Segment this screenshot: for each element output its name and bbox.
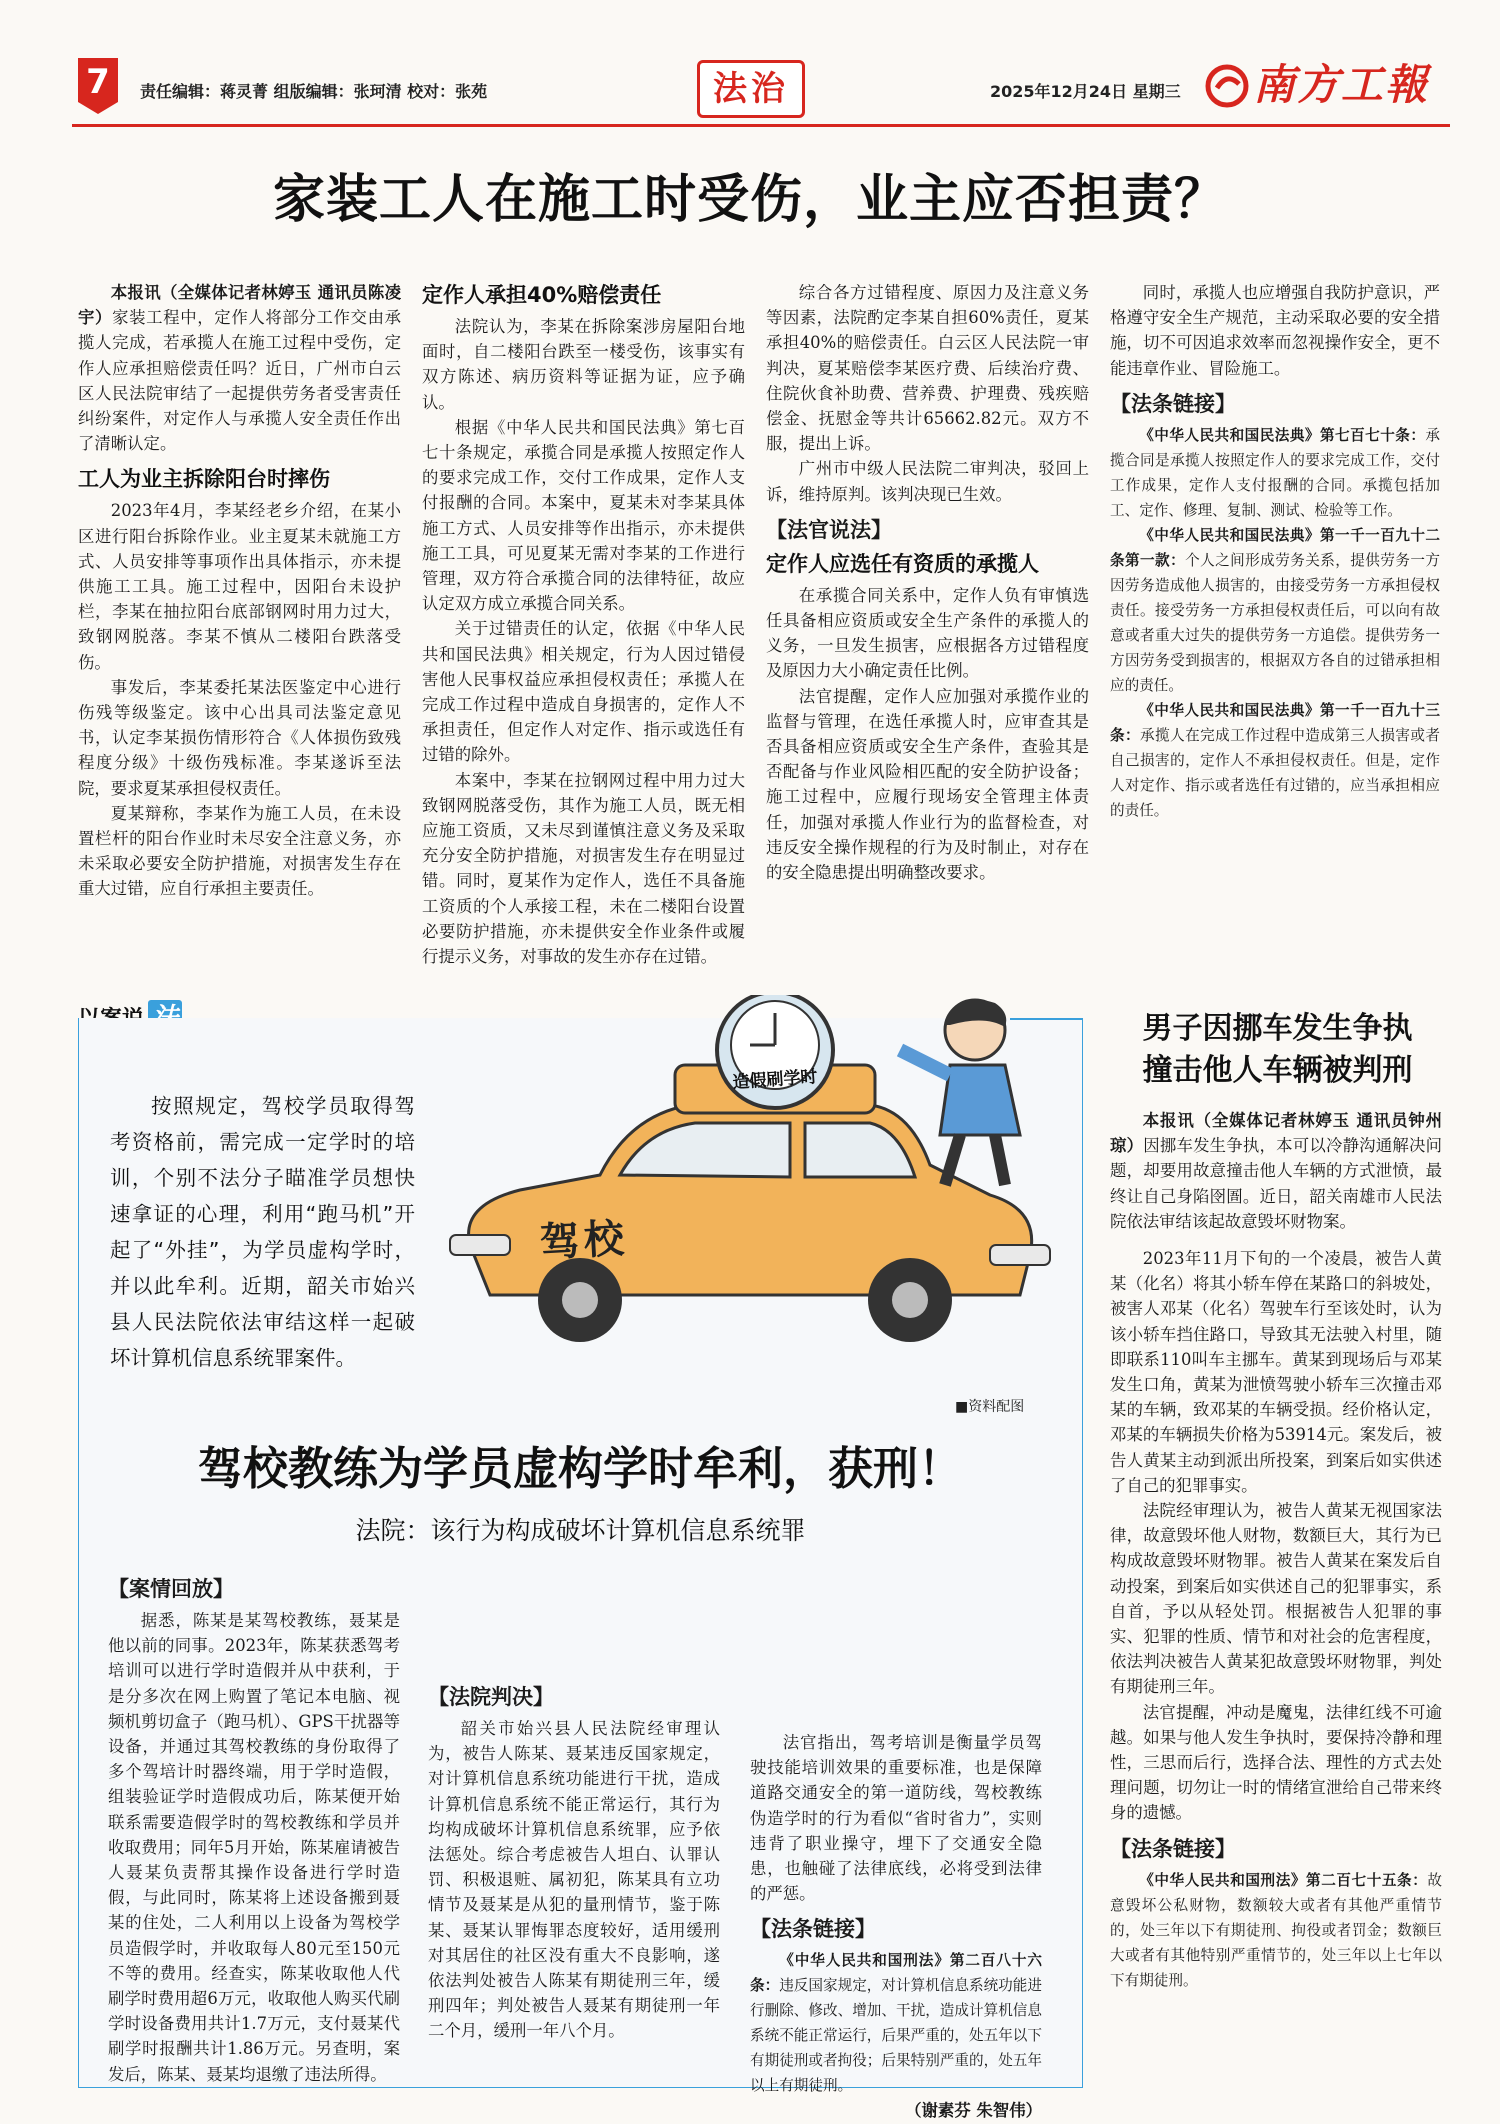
feature-para: 据悉，陈某是某驾校教练，聂某是他以前的同事。2023年，陈某获悉驾考培训可以进行学时造假并从中获利，于是分多次在网上购置了笔记本电脑、视频机剪切盒子（跑马机）、GPS干扰器等设备，并通过其驾校教练的身份取得了多个驾培计时器终端，用于学时造假，组装验证学时造假成功后，陈某便开始联系需要造假学时的驾校教练和学员并收取费用；同年5月开始，陈某雇请被告人聂某负责帮其操作设备进行学时造假，与此同时，陈某将上述设备搬到聂某的住处，二人利用以上设备为驾校学员造假学时，并收取每人80元至150元不等的费用。经查实，陈某收取他人代刷学时费用超6万元，收取他人购买代刷学时设备费用共计1.7万元，支付聂某代刷学时报酬共计1.86万元。另查明，案发后，陈某、聂某均退缴了违法所得。 (108, 1611, 400, 2084)
article-1-lead (78, 280, 401, 456)
header-rule (72, 124, 1450, 127)
case-review-tag: 【案情回放】 (108, 1577, 234, 1601)
article-1-intro: 家装工程中，定作人将部分工作交由承揽人完成，若承揽人在施工过程中受伤，定作人应承担赔偿责任吗？近日，广州市白云区人民法院审结了一起提供劳务者受害责任纠纷案件，对定作人与承揽人安全责任作出了清晰认定。 (78, 308, 402, 454)
masthead-emblem-icon (1205, 64, 1249, 108)
law-clause-body: 故意毁坏公私财物，数额较大或者有其他严重情节的，处三年以下有期徒刑、拘役或者罚金；数额巨大或者有其他特别严重情节的，处三年以上七年以下有期徒刑。 (1110, 1871, 1442, 1989)
car-label: 驾校 (538, 1215, 630, 1267)
masthead-logo (1205, 58, 1445, 114)
law-clause (750, 1948, 1042, 2098)
article-1-subhead-1: 工人为业主拆除阳台时摔伤 (78, 467, 330, 492)
article-1-para: 事发后，李某委托某法医鉴定中心进行伤残等级鉴定。该中心出具司法鉴定意见书，认定李某损伤情形符合《人体损伤致残程度分级》十级伤残标准。李某遂诉至法院，要求夏某承担侵权责任。 (78, 677, 401, 798)
law-clause-head: 《中华人民共和国刑法》第二百七十五条： (1139, 1871, 1428, 1889)
judge-says-tag: 【法官说法】 (766, 517, 892, 542)
article-3-lead (1110, 1108, 1442, 1234)
feature-intro: 按照规定，驾校学员取得驾考资格前，需完成一定学时的培训，个别不法分子瞄准学员想快速拿证的心理，利用“跑马机”开起了“外挂”，为学员虚构学时，并以此牟利。近期，韶关市始兴县人民法院依法审结这样一起破坏计算机信息系统罪案件。 (110, 1094, 415, 1370)
article-3-intro: 因挪车发生争执，本可以冷静沟通解决问题，却要用故意撞击他人车辆的方式泄愤，最终让自己身陷囹圄。近日，韶关南雄市人民法院依法审结该起故意毁坏财物案。 (1110, 1136, 1443, 1231)
clock-label: 造假刷学时 (731, 1067, 819, 1093)
article-3-title (1110, 1008, 1445, 1092)
article-1-title: 家装工人在施工时受伤，业主应否担责？ (272, 169, 1227, 230)
law-link-tag: 【法条链接】 (750, 1917, 876, 1942)
law-clause-head: 《中华人民共和国民法典》第一千一百九十二条第一款： (1110, 526, 1440, 569)
article-1-para: 同时，承揽人也应增强自我防护意识，严格遵守安全生产规范，主动采取必要的安全措施，切不可因追求效率而忽视操作安全，更不能违章作业、冒险施工。 (1110, 283, 1440, 378)
law-clause (1110, 1868, 1442, 1993)
article-3-para: 2023年11月下旬的一个凌晨，被告人黄某（化名）将其小轿车停在某路口的斜坡处，被害人邓某（化名）驾驶车行至该处时，认为该小轿车挡住路口，导致其无法驶入村里，随即联系110叫车主挪车。黄某到现场后与邓某发生口角，黄某为泄愤驾驶小轿车三次撞击邓某的车辆，致邓某的车辆受损。经价格认定，邓某的车辆损失价格为53914元。案发后，被告人黄某主动到派出所投案，到案后如实供述了自己的犯罪事实。 (1110, 1249, 1442, 1495)
law-link-tag: 【法条链接】 (1110, 391, 1236, 416)
law-clause-head: 《中华人民共和国刑法》第二百八十六条： (750, 1952, 1042, 1995)
article-1-col-4 (1110, 280, 1440, 823)
feature-subtitle: 法院：该行为构成破坏计算机信息系统罪 (355, 1516, 806, 1545)
feature-para: 法官指出，驾考培训是衡量学员驾驶技能培训效果的重要标准，也是保障道路交通安全的第一道防线，驾校教练伪造学时的行为看似“省时省力”，实则违背了职业操守，埋下了交通安全隐患，也触碰了法律底线，必将受到法律的严惩。 (750, 1733, 1042, 1904)
law-clause (1110, 423, 1440, 523)
law-clause-head: 《中华人民共和国民法典》第七百七十条： (1139, 426, 1426, 444)
article-1-col-1 (78, 280, 401, 902)
article-1-byline: 本报讯（全媒体记者林婷玉 通讯员陈凌宇） (78, 283, 401, 328)
page-number: 7 (86, 62, 110, 102)
article-1-col-3 (766, 280, 1089, 885)
article-1-para: 在承揽合同关系中，定作人负有审慎选任具备相应资质或安全生产条件的承揽人的义务，一旦发生损害，应根据各方过错程度及原因力大小确定责任比例。 (766, 585, 1089, 681)
masthead-name: 南方工報 (1253, 60, 1430, 109)
illustration-credit: ■资料配图 (955, 1399, 1025, 1415)
page-number-badge (78, 58, 118, 108)
illustration (430, 995, 1070, 1400)
law-clause-body: 承揽合同是承揽人按照定作人的要求完成工作，交付工作成果，定作人支付报酬的合同。承揽包括加工、定作、修理、复制、测试、检验等工作。 (1110, 426, 1440, 519)
article-1-para: 本案中，李某在拉钢网过程中用力过大致钢网脱落受伤，其作为施工人员，既无相应施工资质，又未尽到谨慎注意义务及采取充分安全防护措施，对损害发生存在明显过错。同时，夏某作为定作人，选任不具备施工资质的个人承接工程，未在二楼阳台设置必要防护措施，亦未提供安全作业条件或履行提示义务，对事故的发生亦存在过错。 (422, 770, 745, 967)
feature-para: 韶关市始兴县人民法院经审理认为，被告人陈某、聂某违反国家规定，对计算机信息系统功能进行干扰，造成计算机信息系统不能正常运行，其行为均构成破坏计算机信息系统罪，应予依法惩处。综合考虑被告人坦白、认罪认罚、积极退赃、属初犯，陈某具有立功情节及聂某是从犯的量刑情节，鉴于陈某、聂某认罪悔罪态度较好，适用缓刑对其居住的社区没有重大不良影响，遂依法判处被告人陈某有期徒刑三年，缓刑四年；判处被告人聂某有期徒刑一年二个月，缓刑一年八个月。 (428, 1719, 720, 2041)
section-badge (697, 60, 805, 118)
article-3-para: 法官提醒，冲动是魔鬼，法律红线不可逾越。如果与他人发生争执时，要保持冷静和理性，三思而后行，选择合法、理性的方式去处理问题，切勿让一时的情绪宣泄给自己带来终身的遗憾。 (1110, 1702, 1442, 1823)
law-clause-body: 违反国家规定，对计算机信息系统功能进行删除、修改、增加、干扰，造成计算机信息系统不能正常运行，后果严重的，处五年以下有期徒刑或者拘役；后果特别严重的，处五年以上有期徒刑。 (750, 1977, 1042, 2095)
article-1-para: 2023年4月，李某经老乡介绍，在某小区进行阳台拆除作业。业主夏某未就施工方式、人员安排等事项作出具体指示，亦未提供施工工具。施工过程中，因阳台未设护栏，李某在抽拉阳台底部钢网时用力过大，致钢网脱落。李某不慎从二楼阳台跌落受伤。 (78, 501, 401, 672)
law-clause-head: 《中华人民共和国民法典》第一千一百九十三条： (1110, 701, 1440, 744)
law-link-tag: 【法条链接】 (1110, 1836, 1236, 1861)
feature-col-2 (428, 1574, 720, 2044)
section-title: 法治 (713, 69, 789, 109)
issue-date: 2025年12月24日 星期三 (990, 82, 1181, 101)
article-3-title-line-1: 男子因挪车发生争执 (1142, 1011, 1413, 1046)
article-1-para: 夏某辩称，李某作为施工人员，在未设置栏杆的阳台作业时未尽安全注意义务，亦未采取必要安全防护措施，对损害发生存在重大过错，应自行承担主要责任。 (78, 803, 401, 899)
article-1-para: 广州市中级人民法院二审判决，驳回上诉，维持原判。该判决现已生效。 (766, 459, 1089, 504)
feature-col-3 (750, 1574, 1042, 2124)
article-3-title-line-2: 撞击他人车辆被判刑 (1142, 1053, 1413, 1088)
article-1-para: 根据《中华人民共和国民法典》第七百七十条规定，承揽合同是承揽人按照定作人的要求完成工作，交付工作成果，定作人支付报酬的合同。本案中，夏某未对李某具体施工方式、人员安排等作出指示，亦未提供施工工具，可见夏某无需对李某的工作进行管理，双方符合承揽合同的法律特征，故应认定双方成立承揽合同关系。 (422, 417, 745, 614)
editors-line: 责任编辑：蒋灵菁 组版编辑：张珂清 校对：张苑 (140, 82, 488, 101)
article-1-para: 法官提醒，定作人应加强对承揽作业的监督与管理，在选任承揽人时，应审查其是否具备相应资质或安全生产条件，查验其是否配备与作业风险相匹配的安全防护设备；施工过程中，应履行现场安全管理主体责任，加强对承揽人作业行为的监督检查，对违反安全操作规程的行为及时制止，对存在的安全隐患提出明确整改要求。 (766, 686, 1089, 883)
feature-author: （谢素芬 朱智伟） (905, 2101, 1042, 2121)
law-clause-body: 承揽人在完成工作过程中造成第三人损害或者自己损害的，定作人不承担侵权责任。但是，定作人对定作、指示或者选任有过错的，应当承担相应的责任。 (1110, 726, 1440, 819)
article-3-para: 法院经审理认为，被告人黄某无视国家法律，故意毁坏他人财物，数额巨大，其行为已构成故意毁坏财物罪。被告人黄某在案发后自动投案，到案后如实供述自己的犯罪事实，系自首，予以从轻处罚。根据被告人犯罪的事实、犯罪的性质、情节和对社会的危害程度，依法判决被告人黄某犯故意毁坏财物罪，判处有期徒刑三年。 (1110, 1501, 1442, 1697)
article-3-body (1110, 1108, 1442, 1993)
article-1-col-2 (422, 280, 745, 969)
feature-title: 驾校教练为学员虚构学时牟利，获刑！ (197, 1442, 963, 1495)
law-clause (1110, 698, 1440, 823)
article-1-subhead-3: 定作人应选任有资质的承揽人 (766, 551, 1039, 576)
court-ruling-tag: 【法院判决】 (428, 1685, 554, 1709)
article-3-byline: 本报讯（全媒体记者林婷玉 通讯员钟州琼） (1110, 1111, 1442, 1156)
article-1-subhead-2: 定作人承担40%赔偿责任 (422, 283, 662, 307)
feature-col-1 (108, 1574, 400, 2087)
article-1-para: 法院认为，李某在拆除案涉房屋阳台地面时，自二楼阳台跌至一楼受伤，该事实有双方陈述、病历资料等证据为证，应予确认。 (422, 317, 745, 412)
article-1-para: 综合各方过错程度、原因力及注意义务等因素，法院酌定李某自担60%责任，夏某承担40%的赔偿责任。白云区人民法院一审判决，夏某赔偿李某医疗费、后续治疗费、住院伙食补助费、营养费、护理费、残疾赔偿金、抚慰金等共计65662.82元。双方不服，提出上诉。 (766, 283, 1089, 454)
article-1-para: 关于过错责任的认定，依据《中华人民共和国民法典》相关规定，行为人因过错侵害他人民事权益应承担侵权责任；承揽人在完成工作过程中造成自身损害的，定作人不承担责任，但定作人对定作、指示或选任有过错的除外。 (422, 619, 745, 765)
law-clause-body: 个人之间形成劳务关系，提供劳务一方因劳务造成他人损害的，由接受劳务一方承担侵权责任。接受劳务一方承担侵权责任后，可以向有故意或者重大过失的提供劳务一方追偿。提供劳务一方因劳务受到损害的，根据双方各自的过错承担相应的责任。 (1110, 551, 1440, 694)
law-clause (1110, 523, 1440, 698)
driving-school-car-illustration (430, 995, 1070, 1400)
